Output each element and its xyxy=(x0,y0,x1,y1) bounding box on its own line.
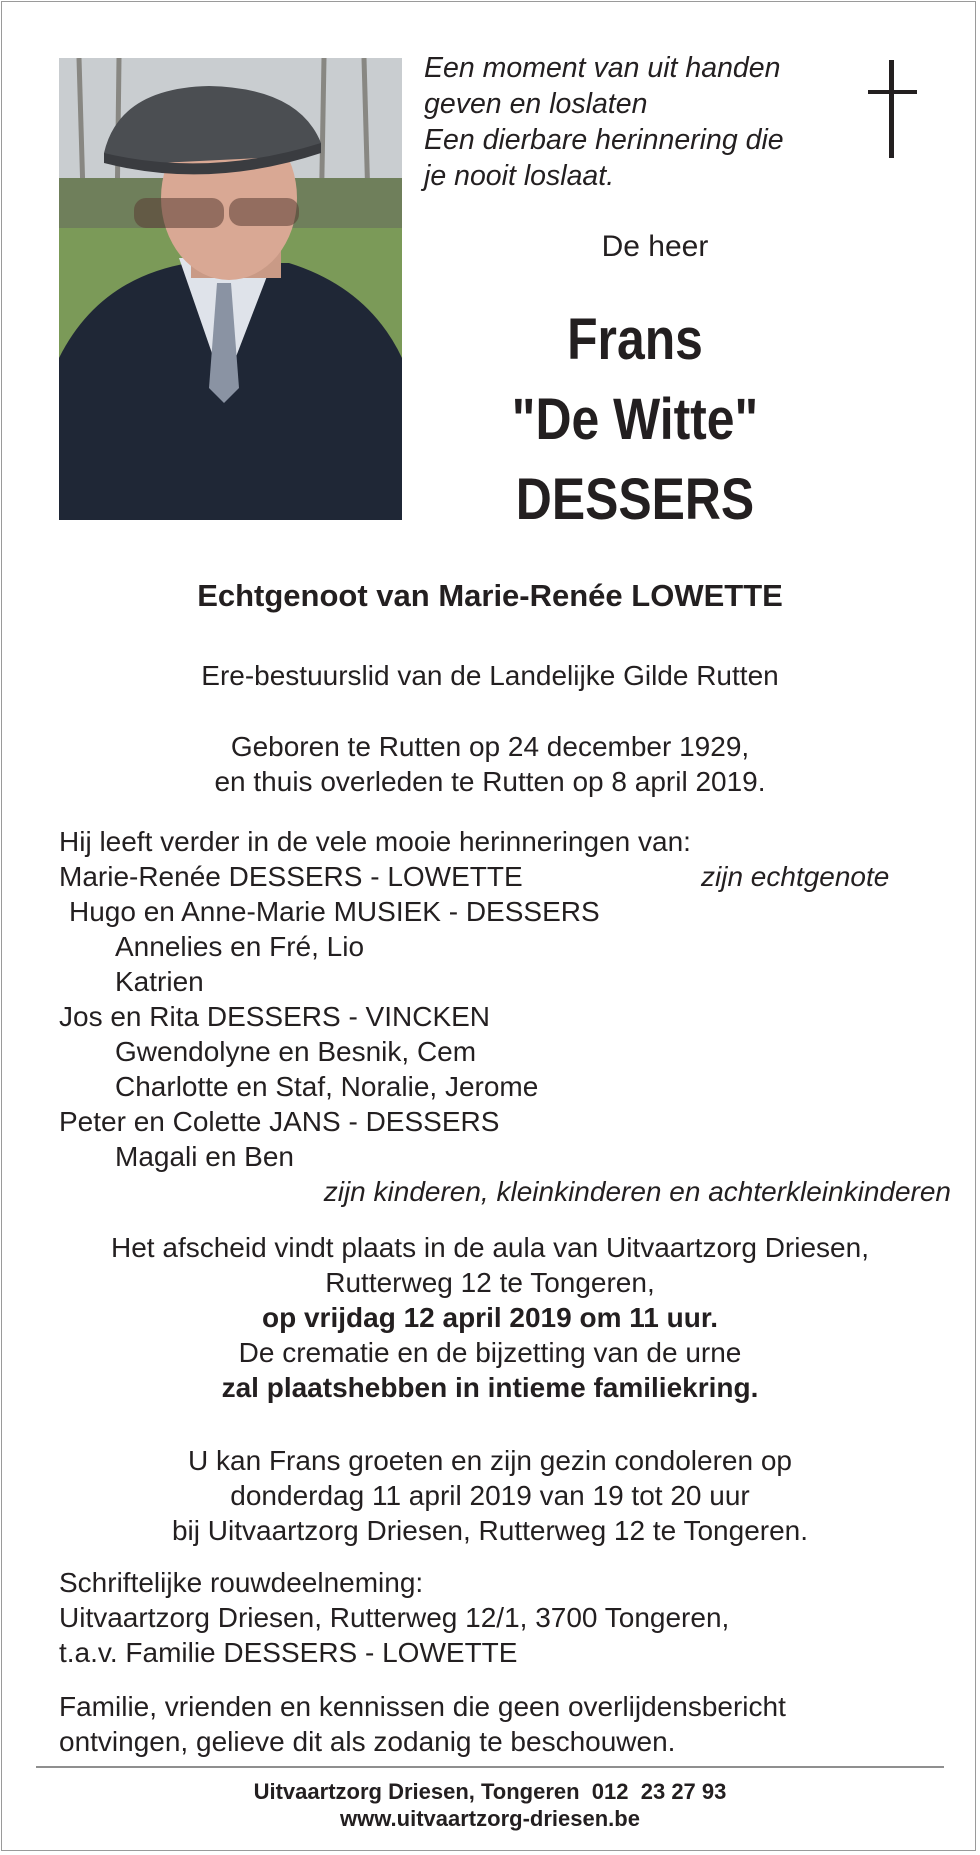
written-condolences xyxy=(59,1565,939,1670)
condolences-info xyxy=(0,1443,980,1548)
family-list xyxy=(59,824,951,1209)
family-spouse-row xyxy=(59,859,939,894)
poem-line: geven en loslaten xyxy=(424,88,648,120)
footer-divider xyxy=(36,1766,944,1768)
footer xyxy=(0,1778,980,1832)
family-member: Magali en Ben xyxy=(115,1141,295,1172)
poem-line: Een dierbare herinnering die xyxy=(424,124,784,156)
last-name: DESSERS xyxy=(515,467,755,532)
footer-contact: Uitvaartzorg Driesen, Tongeren 012 23 27 93 xyxy=(253,1779,727,1804)
birth-death xyxy=(0,729,980,799)
written-line: Uitvaartzorg Driesen, Rutterweg 12/1, 3700 Tongeren, xyxy=(59,1602,730,1633)
ceremony-info xyxy=(0,1230,980,1405)
family-member: Katrien xyxy=(115,966,204,997)
family-member: Annelies en Fré, Lio xyxy=(115,931,365,962)
family-member: Jos en Rita DESSERS - VINCKEN xyxy=(59,1001,491,1032)
honor-line: Ere-bestuurslid van de Landelijke Gilde Rutten xyxy=(201,660,779,691)
poem-line: je nooit loslaat. xyxy=(424,160,615,192)
ceremony-line: Het afscheid vindt plaats in de aula van Uitvaartzorg Driesen, xyxy=(111,1232,869,1263)
family-member: Peter en Colette JANS - DESSERS xyxy=(59,1106,500,1137)
family-member: Charlotte en Staf, Noralie, Jerome xyxy=(115,1071,539,1102)
death-line: en thuis overleden te Rutten op 8 april 2019. xyxy=(214,766,766,797)
ceremony-private: zal plaatshebben in intieme familiekring. xyxy=(221,1372,759,1403)
poem xyxy=(424,50,784,194)
ceremony-line: De crematie en de bijzetting van de urne xyxy=(238,1337,742,1368)
nickname: "De Witte" xyxy=(511,387,759,452)
condolences-line: U kan Frans groeten en zijn gezin condoleren op xyxy=(188,1445,792,1476)
first-name: Frans xyxy=(567,307,703,372)
notice-line: ontvingen, gelieve dit als zodanig te beschouwen. xyxy=(59,1726,676,1757)
honorific: De heer xyxy=(601,230,709,263)
family-member: Gwendolyne en Besnik, Cem xyxy=(115,1036,477,1067)
family-closing: zijn kinderen, kleinkinderen en achterkleinkinderen xyxy=(323,1176,951,1207)
ceremony-date: op vrijdag 12 april 2019 om 11 uur. xyxy=(262,1302,718,1333)
family-spouse-role: zijn echtgenote xyxy=(701,861,890,892)
written-line: t.a.v. Familie DESSERS - LOWETTE xyxy=(59,1637,518,1668)
notice xyxy=(59,1689,939,1759)
written-line: Schriftelijke rouwdeelneming: xyxy=(59,1567,424,1598)
footer-website-link[interactable]: www.uitvaartzorg-driesen.be xyxy=(340,1806,640,1831)
deceased-name xyxy=(450,300,820,540)
poem-line: Een moment van uit handen xyxy=(424,52,781,84)
family-spouse-name: Marie-Renée DESSERS - LOWETTE xyxy=(59,861,523,892)
condolences-line: bij Uitvaartzorg Driesen, Rutterweg 12 te Tongeren. xyxy=(171,1515,809,1546)
family-member: Hugo en Anne-Marie MUSIEK - DESSERS xyxy=(69,896,600,927)
condolences-line: donderdag 11 april 2019 van 19 tot 20 uur xyxy=(230,1480,750,1511)
birth-line: Geboren te Rutten op 24 december 1929, xyxy=(230,731,750,762)
notice-line: Familie, vrienden en kennissen die geen overlijdensbericht xyxy=(59,1691,786,1722)
portrait-photo xyxy=(59,58,402,520)
ceremony-line: Rutterweg 12 te Tongeren, xyxy=(325,1267,655,1298)
spouse-line: Echtgenoot van Marie-Renée LOWETTE xyxy=(197,578,783,613)
cross-icon xyxy=(868,60,918,160)
family-intro: Hij leeft verder in de vele mooie herinneringen van: xyxy=(59,826,691,857)
